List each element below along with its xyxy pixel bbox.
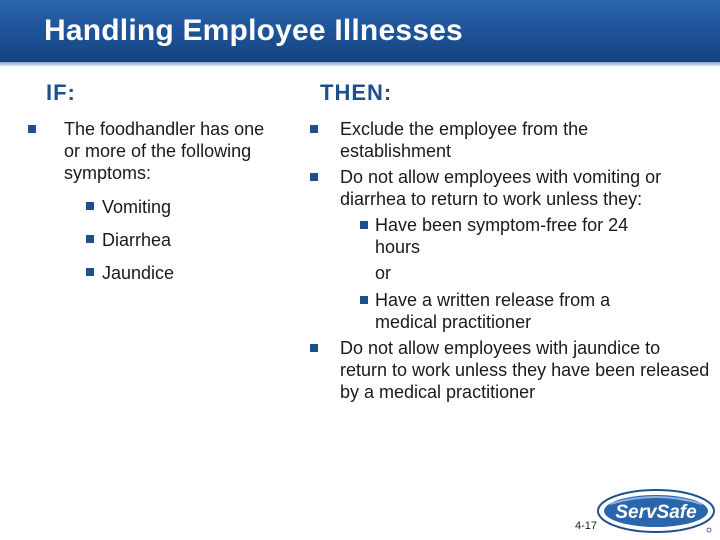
- square-bullet-icon: [310, 173, 318, 181]
- slide-title: Handling Employee Illnesses: [44, 14, 463, 47]
- square-bullet-icon: [86, 268, 94, 276]
- then-jaundice-text: Do not allow employees with jaundice to return to work unless they have been released by a medical practitioner: [340, 338, 710, 402]
- servsafe-logo: [596, 488, 716, 534]
- square-bullet-icon: [86, 235, 94, 243]
- symptom-vomiting: Vomiting: [102, 197, 172, 217]
- square-bullet-icon: [310, 125, 318, 133]
- square-bullet-icon: [28, 125, 36, 133]
- symptom-jaundice: Jaundice: [102, 263, 175, 283]
- if-heading: IF:: [46, 80, 76, 105]
- square-bullet-icon: [360, 296, 368, 304]
- symptom-diarrhea: Diarrhea: [102, 230, 172, 250]
- then-heading: THEN:: [320, 80, 393, 105]
- condition-written-release: Have a written release from a medical practitioner: [375, 290, 611, 332]
- logo-text: ServSafe: [615, 502, 697, 523]
- then-vomiting-diarrhea-text: Do not allow employees with vomiting or diarrhea to return to work unless they:: [340, 167, 662, 209]
- if-condition-text: The foodhandler has one or more of the following symptoms:: [64, 119, 265, 183]
- or-text: or: [375, 263, 392, 283]
- square-bullet-icon: [86, 202, 94, 210]
- then-exclude-text: Exclude the employee from the establishment: [340, 119, 589, 161]
- condition-symptom-free: Have been symptom-free for 24 hours: [375, 215, 629, 257]
- square-bullet-icon: [360, 221, 368, 229]
- square-bullet-icon: [310, 344, 318, 352]
- title-divider: [0, 62, 720, 66]
- page-number: 4-17: [575, 520, 598, 532]
